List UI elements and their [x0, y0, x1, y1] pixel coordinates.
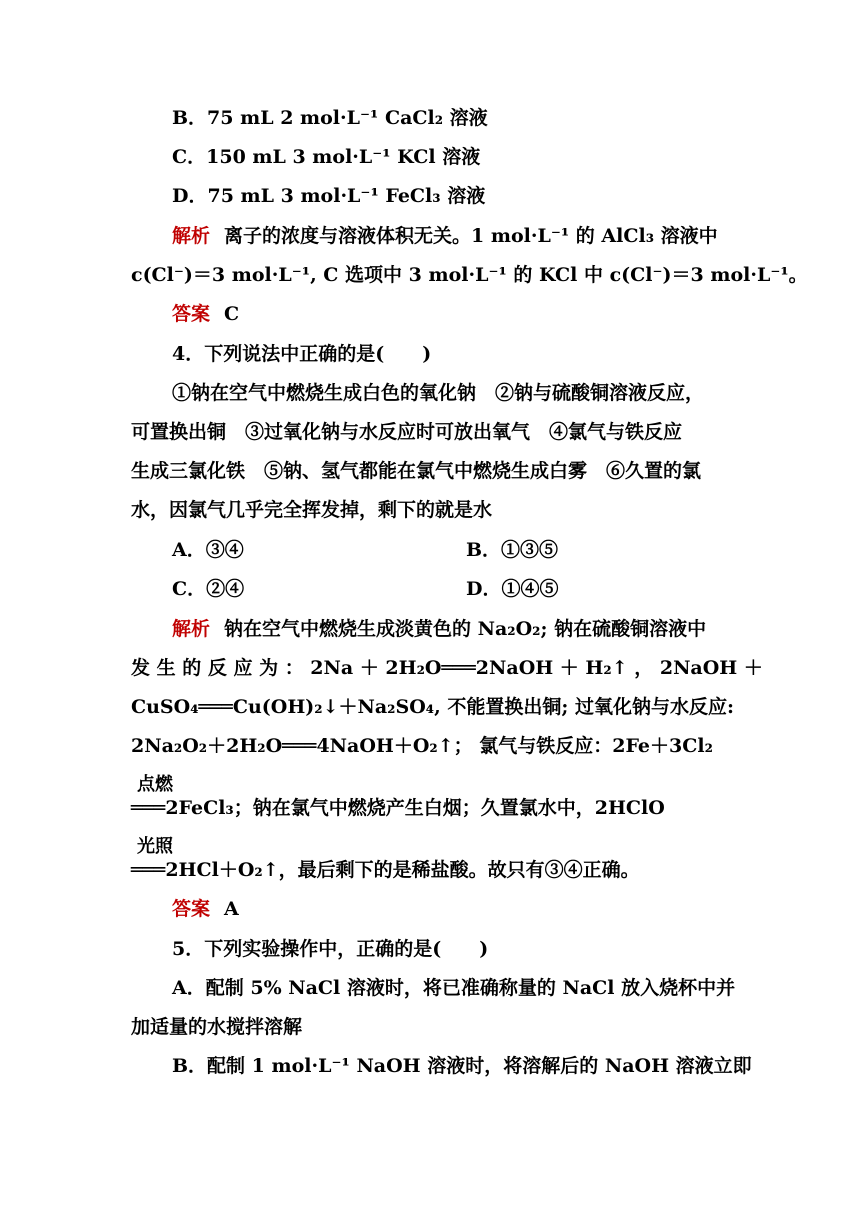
answer-tag: 答案 — [172, 898, 211, 920]
q4-analysis-line1 — [172, 615, 706, 643]
q4-answer — [172, 895, 239, 923]
q3-analysis-line2: c(Cl⁻)＝3 mol·L⁻¹, C 选项中 3 mol·L⁻¹ 的 KCl 中 c(Cl⁻)＝3 mol·L⁻¹。 — [131, 264, 808, 286]
q4-statement-line3: 生成三氯化铁 ⑤钠、氢气都能在氯气中燃烧生成白雾 ⑥久置的氯 — [131, 460, 702, 482]
answer-tag: 答案 — [172, 303, 211, 325]
reaction-condition-light: 光照 — [137, 836, 173, 857]
q3-option-c: C．150 mL 3 mol·L⁻¹ KCl 溶液 — [172, 146, 481, 168]
q4-analysis-line4: 2Na₂O₂＋2H₂O═══4NaOH＋O₂↑； 氯气与铁反应：2Fe＋3Cl₂ — [131, 735, 713, 757]
q5-option-a-line1: A．配制 5% NaCl 溶液时，将已准确称量的 NaCl 放入烧杯中并 — [172, 977, 736, 999]
q4-option-b: B．①③⑤ — [466, 539, 559, 561]
analysis-text: 离子的浓度与溶液体积无关。1 mol·L⁻¹ 的 AlCl₃ 溶液中 — [224, 225, 718, 247]
q3-analysis-line1 — [172, 222, 718, 250]
answer-value: C — [224, 303, 240, 325]
q4-statement-line4: 水，因氯气几乎完全挥发掉，剩下的就是水 — [131, 499, 493, 521]
q5-option-b-line1: B．配制 1 mol·L⁻¹ NaOH 溶液时，将溶解后的 NaOH 溶液立即 — [172, 1055, 752, 1077]
q4-option-c: C．②④ — [172, 578, 245, 600]
q4-option-d: D．①④⑤ — [466, 578, 559, 600]
q4-stem: 4．下列说法中正确的是( ) — [172, 343, 432, 365]
q3-option-d: D．75 mL 3 mol·L⁻¹ FeCl₃ 溶液 — [172, 185, 486, 207]
analysis-tag: 解析 — [172, 618, 211, 640]
q4-analysis-line3: CuSO₄═══Cu(OH)₂↓＋Na₂SO₄, 不能置换出铜; 过氧化钠与水反应: — [131, 696, 734, 718]
q3-answer — [172, 300, 239, 328]
reaction-condition-ignite: 点燃 — [137, 774, 173, 795]
analysis-tag: 解析 — [172, 225, 211, 247]
q4-analysis-line5: ═══2FeCl₃；钠在氯气中燃烧产生白烟；久置氯水中，2HClO — [131, 797, 665, 819]
q4-analysis-line6: ═══2HCl＋O₂↑，最后剩下的是稀盐酸。故只有③④正确。 — [131, 859, 640, 881]
answer-value: A — [224, 898, 239, 920]
analysis-text: 钠在空气中燃烧生成淡黄色的 Na₂O₂; 钠在硫酸铜溶液中 — [224, 618, 707, 640]
q4-statement-line2: 可置换出铜 ③过氧化钠与水反应时可放出氧气 ④氯气与铁反应 — [131, 421, 683, 443]
q3-option-b: B．75 mL 2 mol·L⁻¹ CaCl₂ 溶液 — [172, 107, 488, 129]
q4-analysis-line2: 发 生 的 反 应 为 ： 2Na ＋ 2H₂O═══2NaOH ＋ H₂↑ ， 2NaOH ＋ — [131, 657, 763, 679]
q5-stem: 5．下列实验操作中，正确的是( ) — [172, 938, 489, 960]
q4-option-a: A．③④ — [172, 539, 244, 561]
q5-option-a-line2: 加适量的水搅拌溶解 — [131, 1016, 303, 1038]
q4-statement-line1: ①钠在空气中燃烧生成白色的氧化钠 ②钠与硫酸铜溶液反应， — [172, 382, 705, 404]
